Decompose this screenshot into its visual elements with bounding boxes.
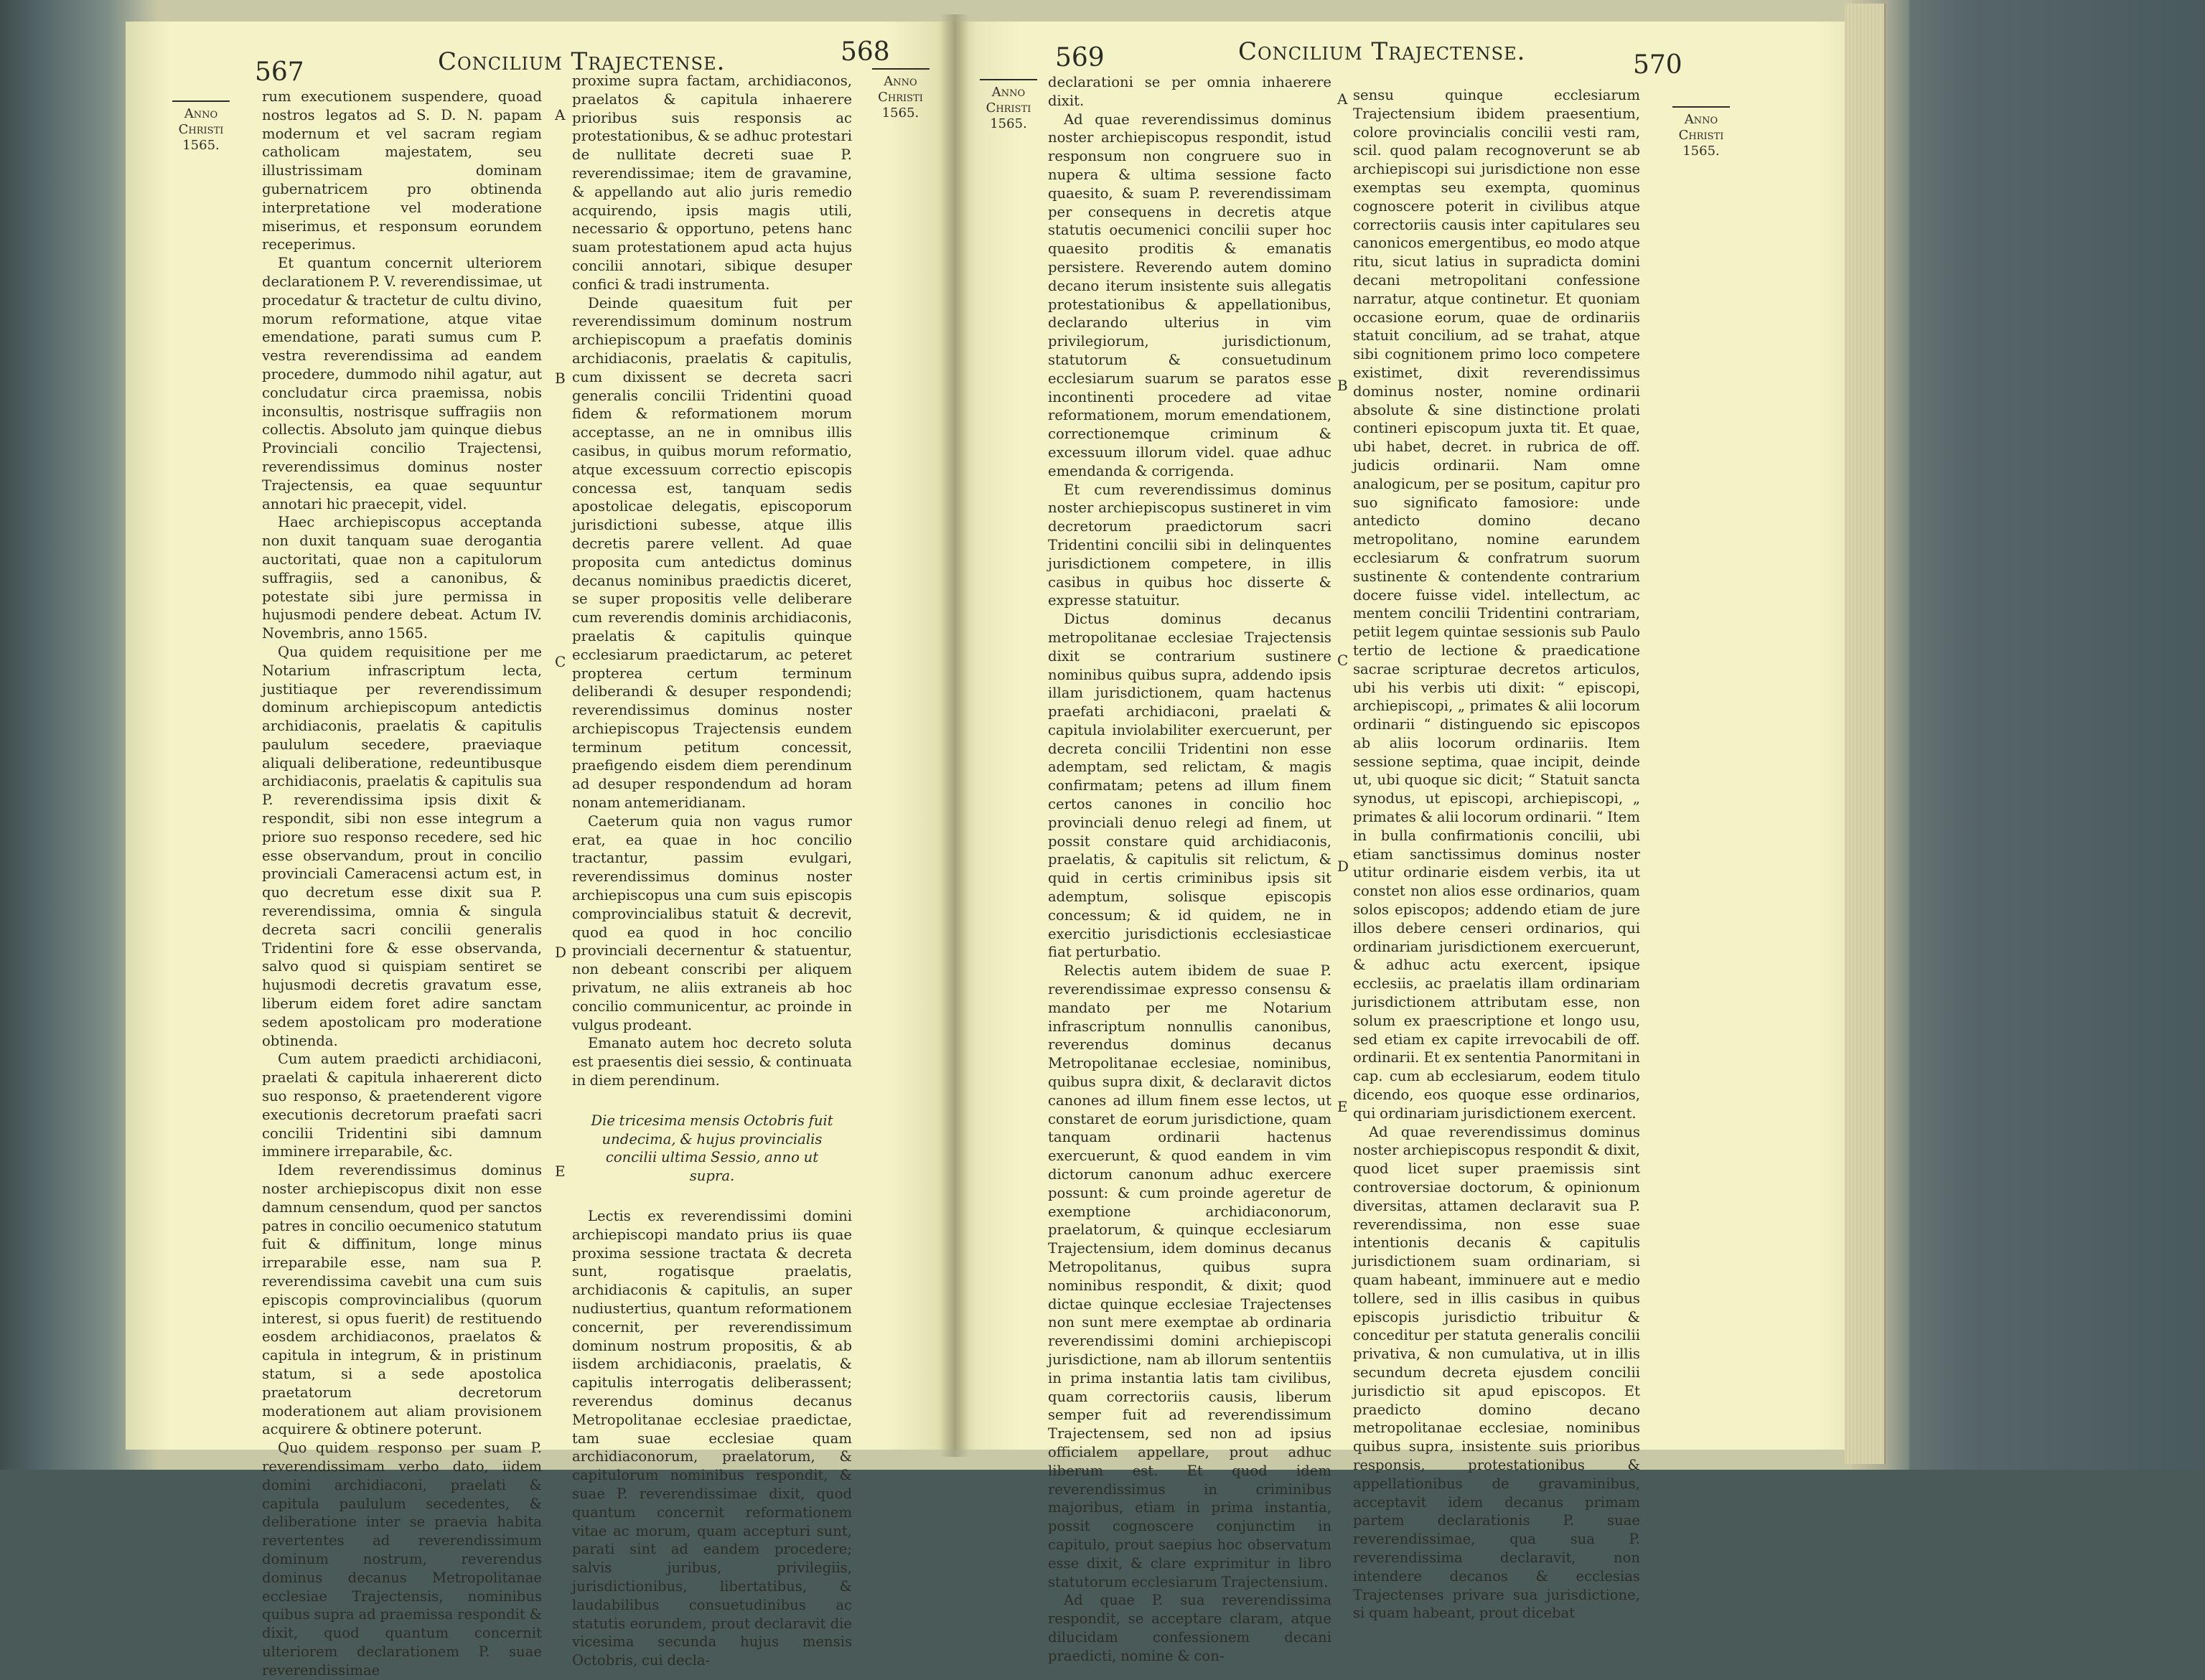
margin-rule	[172, 100, 230, 102]
margin-rule	[872, 68, 930, 70]
paragraph: Dictus dominus decanus metropolitanae ecclesiae Trajectensis dixit se contrarium sustinere nominibus quibus supra, addendo ipsis illam jurisdictionem, quam hactenus praefati archidiaconi, praelati & capitula inviolabiliter exercuerunt, per decreta concilii Tridentini non esse ademptam, sed relictam, & magis confirmatam; petens ad illum finem certos canones in concilio hoc provinciali denuo relegi ad finem, ut possit constare quid archidiaconis, praelatis, & capitulis sit relictum, & quid in certis criminibus ipsis sit ademptum, solisque episcopis concessum; & id quidem, ne in exercitio jurisdictionis ecclesiasticae fiat perturbatio.	[1048, 611, 1331, 961]
paragraph: Quo quidem responso per suam P. reverendissimam verbo dato, iidem domini archidiaconi, praelati & capitula paululum secedentes, & deliberatione inter se praevia habita revertentes ad reverendissimum dominum nostrum, reverendus dominus decanus Metropolitanae ecclesiae Trajectensis, nominibus quibus supra ad praemissa respondit & dixit, quod quantum concernit ulteriorem declarationem P. suae reverendissimae	[262, 1440, 542, 1679]
paragraph: Qua quidem requisitione per me Notarium infrascriptum lecta, justitiaque per reverendissimum dominum archiepiscopum antedictis archidiaconis, praelatis & capitulis paululum secedere, praeviaque aliquali deliberatione, redeuntibusque archidiaconis, praelatis & capitulis sua P. reverendissima ipsis dixit & respondit, sibi non esse integrum a priore suo responso recedere, sed hic esse observandum, prout in concilio provinciali Cameracensi actum est, in quo decretum esse dixit sua P. reverendissima, omnia & singula decreta sacri concilii generalis Tridentini fore & esse observanda, salvo quod si quispiam sentiret se hujusmodi decretis gravatum esse, liberum eidem foret adire sanctam sedem apostolicam pro moderatione obtinenda.	[262, 643, 542, 1049]
margin-note-anno-christi	[161, 100, 240, 154]
margin-note-line: Christi	[1678, 128, 1724, 143]
paragraph: Deinde quaesitum fuit per reverendissimum dominum nostrum archiepiscopum a praefatis dominis archidiaconis, praelatis & capitulis, cum dixissent se decreta sacri generalis concilii Tridentini quoad fidem & reformationem morum acceptasse, an ne in omnibus illis casibus, in quibus morum reformatio, atque excessuum correctio episcopis concessa est, tanquam sedis apostolicae delegatis, episcoporum jurisdictioni subesse, atque illis decretis parere vellent. Ad quae proposita cum antedictus dominus decanus nominibus praedictis diceret, se super propositis velle deliberare cum reverendis dominis archidiaconis, praelatis & capitulis quinque ecclesiarum praedictarum, ac peteret propterea certum terminum deliberandi & desuper respondendi; reverendissimus dominus noster archiepiscopus Trajectensis eundem terminum petitum concessit, praefigendo eisdem diem perendinum ad desuper respondendum ad horam nonam antemeridianam.	[572, 294, 852, 812]
paragraph: Ad quae P. sua reverendissima respondit, se acceptare claram, atque dilucidam confessionem decani praedicti, nomine & con-	[1048, 1592, 1331, 1664]
section-letter: E	[1337, 1098, 1348, 1115]
section-letter: D	[555, 944, 567, 961]
margin-note-line: Christi	[178, 122, 224, 137]
margin-rule	[1672, 106, 1730, 108]
running-head-right: Concilium Trajectense.	[1238, 37, 1526, 66]
margin-note-line: 1565.	[990, 116, 1027, 131]
paragraph: sensu quinque ecclesiarum Trajectensium ibidem praesentium, colore provincialis concilii vesti ram, scil. quod palam recognoverunt se ab archiepiscopi sui jurisdictione non esse exemptas seu exempta, quominus cognoscere poterit in civilibus atque correctoriis causis inter capitulares seu canonicos emergentibus, eo modo atque ritu, sicut latius in supradicta domini decani metropolitani confessione narratur, atque continetur. Et quoniam occasione eorum, quae de ordinariis statuit concilium, ad se trahat, atque sibi cognitionem primo loco competere existimet, dixit reverendissimus dominus noster, nomine ordinarii absolute & sine distinctione prolati contineri episcopum juxta tit. Et quae, ubi habet, decret. in rubrica de off. judicis ordinarii. Nam omne analogicum, per se positum, capitur pro suo significato famosiore: unde antedicto domino decano metropolitano, nomine earundem ecclesiarum & confratrum suorum sustinente & contendente contrarium docere fuisse videl. intellectum, ac mentem concilii Tridentini contrariam, petiit legem quintae sessionis sub Paulo tertio de lectione & praedicatione sacrae scripturae decretos articulos, ubi his verbis uti dixit: “ episcopi, archiepiscopi, „ primates & alii locorum ordinarii “ distinguendo sic episcopos ab aliis locorum ordinariis. Item sessione septima, quae incipit, deinde ut, ubi quoque sic dicit; “ Statuit sancta synodus, ut episcopi, archiepiscopi, „ primates & alii locorum ordinarii. “ Item in bulla confirmationis concilii, ubi etiam sanctissimus dominus noster utitur ordinarie eisdem verbis, ita ut constet non alios esse ordinarios, quam solos episcopos; addendo etiam de jure illos debere censeri ordinarios, qui ordinariam jurisdictionem exercuerunt, & adhuc actu exercent, ipsique ecclesiis, ac praelatis illam ordinariam jurisdictionem attributam esse, non solum ex praescriptione et longo usu, sed etiam ex capite irrevocabili de off. ordinarii. Et ex sententia Panormitani in cap. cum ab ecclesiarum, eodem titulo dicendo, eos quoque esse ordinarios, qui ordinariam jurisdictionem exercent.	[1353, 87, 1640, 1122]
margin-note-line: Anno	[991, 85, 1026, 100]
margin-note-line: Christi	[878, 90, 923, 105]
text-column-left-1	[262, 88, 542, 1679]
session-heading: Die tricesima mensis Octobris fuit undecima, & hujus provincialis concilii ultima Sessio, anno ut supra.	[591, 1112, 833, 1185]
paragraph: Et quantum concernit ulteriorem declarationem P. V. reverendissimae, ut procedatur & tractetur de cultu divino, morum reformatione, atque vitae emendatione, parati sumus cum P. vestra reverendissima ad eandem procedere, dummodo nihil agatur, aut concludatur circa praemissa, nobis inconsultis, nostrisque suffragiis non collectis. Absoluto jam quinque diebus Provinciali concilio Trajectensi, reverendissimus dominus noster Trajectensis, ea quae sequuntur annotari hic praecepit, videl.	[262, 255, 542, 512]
margin-note-anno-christi-outer	[1662, 106, 1741, 159]
section-letter: B	[555, 370, 566, 387]
paragraph: Cum autem praedicti archidiaconi, praelati & capitula inhaererent dicto suo responso, & praetenderent vigore executionis decretorum praefati sacri concilii Tridentini sibi damnum imminere irreparabile, &c.	[262, 1051, 542, 1160]
section-letter: E	[555, 1163, 566, 1180]
paragraph: Lectis ex reverendissimi domini archiepiscopi mandato prius iis quae proxima sessione tractata & decreta sunt, rogatisque praelatis, archidiaconis & capitulis, an super nudiustertius, quantum reformationem concernit, per reverendissimum dominum nostrum propositis, & ab iisdem archidiaconis, praelatis, & capitulis interrogatis deliberassent; reverendus dominus decanus Metropolitanae ecclesiae praedictae, tam suae ecclesiae quam archidiaconorum, praelatorum, & capitulorum nominibus respondit, & suae P. reverendissimae dixit, quod quantum concernit reformationem vitae ac morum, quam accepturi sunt, parati sint ad eandem procedere; salvis juribus, privilegiis, jurisdictionibus, libertatibus, & laudabilibus consuetudinibus ac statutis eorundem, prout declaravit die vicesima secunda hujus mensis Octobris, cui decla-	[572, 1208, 852, 1669]
page-number-left-inner: 568	[841, 37, 890, 67]
page-number-right-outer: 570	[1633, 50, 1682, 80]
section-letter: C	[1337, 652, 1349, 669]
section-letter: B	[1337, 377, 1348, 394]
section-letter: A	[1337, 90, 1348, 108]
margin-note-line: Anno	[884, 74, 917, 89]
paragraph: Idem reverendissimus dominus noster archiepiscopus dixit non esse damnum censendum, quod per sanctos patres in concilio oecumenico statutum fuit & diffinitum, longe minus irreparabile esse, nam sua P. reverendissima cavebit una cum suis episcopis comprovincialibus (quorum interest, si opus fuerit) de restituendo eosdem archidiaconos, praelatos & capitula in integrum, & in pristinum statum, si a sede apostolica praetatorum decretorum moderationem aut aliam provisionem acquirere & obtinere poterunt.	[262, 1162, 542, 1438]
page-number-left-outer: 567	[255, 57, 304, 87]
margin-note-line: Christi	[986, 100, 1031, 116]
text-column-right-1	[1048, 73, 1331, 1664]
margin-note-line: 1565.	[881, 105, 919, 121]
paragraph: Haec archiepiscopus acceptanda non duxit tanquam suae derogantia auctoritati, quae non a capitulorum suffragiis, sed a canonibus, & potestate sibi jure permissa in hujusmodi pendere debeat. Actum IV. Novembris, anno 1565.	[262, 514, 542, 642]
background-shadow	[1884, 0, 2205, 1470]
section-letter: C	[555, 653, 566, 670]
paragraph: Caeterum quia non vagus rumor erat, ea quae in hoc concilio tractantur, passim evulgari, reverendissimus dominus noster archiepiscopus una cum suis episcopis comprovincialibus statuit & decrevit, quod ea quod in hoc concilio provinciali decernentur & statuentur, non debeant conscribi per aliquem privatum, ne aliis extraneis ab hoc concilio communicentur, ac proinde in vulgus prodeant.	[572, 812, 852, 1033]
margin-rule	[980, 79, 1037, 80]
paragraph: Ad quae reverendissimus dominus noster archiepiscopus respondit & dixit, quod licet super praemissis sint controversiae doctorum, & opinionum diversitas, attamen declaravit sua P. reverendissima, non esse suae intentionis decanis & capitulis jurisdictionem suam ordinariam, si quam habeant, imminuere aut e medio tollere, sed in illis casibus in quibus episcopis jurisdictio tribuitur & conceditur per statuta generalis concilii privativa, & non cumulativa, ut in illis secundum decreta ejusdem concilii jurisdictio sit apud episcopos. Et praedicto domino decano metropolitanae ecclesiae, nominibus quibus supra, insistente suis prioribus responsis, protestationibus & appellationibus de gravaminibus, acceptavit idem decanus primam partem declarationis P. suae reverendissimae, qua sua P. reverendissima declaravit, non intendere decanos & ecclesias Trajectenses privare sua jurisdictione, si quam habeant, prout dicebat	[1353, 1123, 1640, 1622]
paragraph: declarationi se per omnia inhaerere dixit.	[1048, 74, 1331, 109]
paragraph: rum executionem suspendere, quoad nostros legatos ad S. D. N. papam modernum et vel sacram regiam catholicam majestatem, seu illustrissimam dominam gubernatricem pro obtinenda interpretatione vel moderatione miserimus, et responsum eorundem receperimus.	[262, 88, 542, 253]
paragraph: Emanato autem hoc decreto soluta est praesentis diei sessio, & continuata in diem perendinum.	[572, 1035, 852, 1089]
section-letter: D	[1337, 858, 1349, 875]
paragraph: Ad quae reverendissimus dominus noster archiepiscopus respondit, istud responsum non congruere suo in nupera & ultima sessione facto quaesito, & suam P. reverendissimam per consequens in decretis atque statutis oecumenici concilii super hoc quaesito proditis & emanatis persistere. Reverendo autem domino decano iterum insistente suis allegatis protestationibus & appellationibus, declarando ulterius in vim privilegiorum, jurisdictionum, statutorum & consuetudinum ecclesiarum suarum se paratos esse incontinenti procedere ad vitae reformationem, morum emendationem, correctionemque criminum & excessuum illorum videl. quae adhuc emendanda & corrigenda.	[1048, 111, 1331, 479]
book-gutter	[940, 14, 969, 1457]
running-head-left: Concilium Trajectense.	[438, 47, 726, 76]
paragraph: Relectis autem ibidem de suae P. reverendissimae expresso consensu & mandato per me Notarium infrascriptum nonnullis canonibus, reverendus dominus decanus Metropolitanae ecclesiae, nominibus, quibus supra dixit, & declaravit dictos canones ad illum finem esse lectos, ut constaret de eorum jurisdictione, quam tanquam ordinarii hactenus exercuerunt, & quod eandem in vim dictorum canonum adhuc exercere possunt: & cum proinde ageretur de exemptione archidiaconorum, praelatorum, & quinque ecclesiarum Trajectensium, idem dominus decanus Metropolitanus, quibus supra nominibus respondit, & dixit; quod dictae quinque ecclesiae Trajectenses non sunt mere exemptae ab ordinaria reverendissimi domini archiepiscopi jurisdictione, nam ab illorum sententiis in prima instantia latis tam civilibus, quam correctoriis causis, liberum semper fuit ad reverendissimum Trajectensem, sed non ad ipsius officialem appellare, prout adhuc liberum est. Et quod idem reverendissimus in criminibus majoribus, etiam in prima instantia, possit cognoscere conjunctim in capitulo, prout saepius hoc observatum esse dixit, & clare exprimitur in libro statutorum ecclesiarum Trajectensium.	[1048, 962, 1331, 1590]
margin-note-line: 1565.	[1682, 144, 1720, 159]
text-column-left-2	[572, 72, 852, 1669]
right-page	[955, 22, 1845, 1664]
paragraph: Et cum reverendissimus dominus noster archiepiscopus sustineret in vim decretorum praedictorum sacri Tridentini concilii sibi in delinquentes jurisdictionem competere, in illis casibus in quibus hoc disserte & expresse statuitur.	[1048, 481, 1331, 609]
left-page	[126, 22, 955, 1679]
margin-note-anno-christi-inner	[976, 79, 1041, 132]
margin-note-line: Anno	[184, 106, 218, 121]
margin-note-anno-christi-inner	[866, 68, 935, 121]
margin-note-line: Anno	[1684, 112, 1718, 127]
section-letter: A	[555, 106, 566, 123]
margin-note-line: 1565.	[182, 138, 220, 153]
paragraph: proxime supra factam, archidiaconos, praelatos & capitula inhaerere prioribus suis responsis ac protestationibus, & se adhuc protestari de nullitate decreti suae P. reverendissimae; item de gravamine, & appellando aut alio juris remedio acquirendo, ipsis magis utili, necessario & opportuno, petens hanc suam protestationem apud acta hujus concilii annotari, sibique desuper confici & tradi instrumenta.	[572, 72, 852, 293]
text-column-right-2	[1353, 86, 1640, 1622]
page-edge-stack	[1845, 4, 1886, 1464]
page-number-right-inner: 569	[1055, 43, 1105, 72]
